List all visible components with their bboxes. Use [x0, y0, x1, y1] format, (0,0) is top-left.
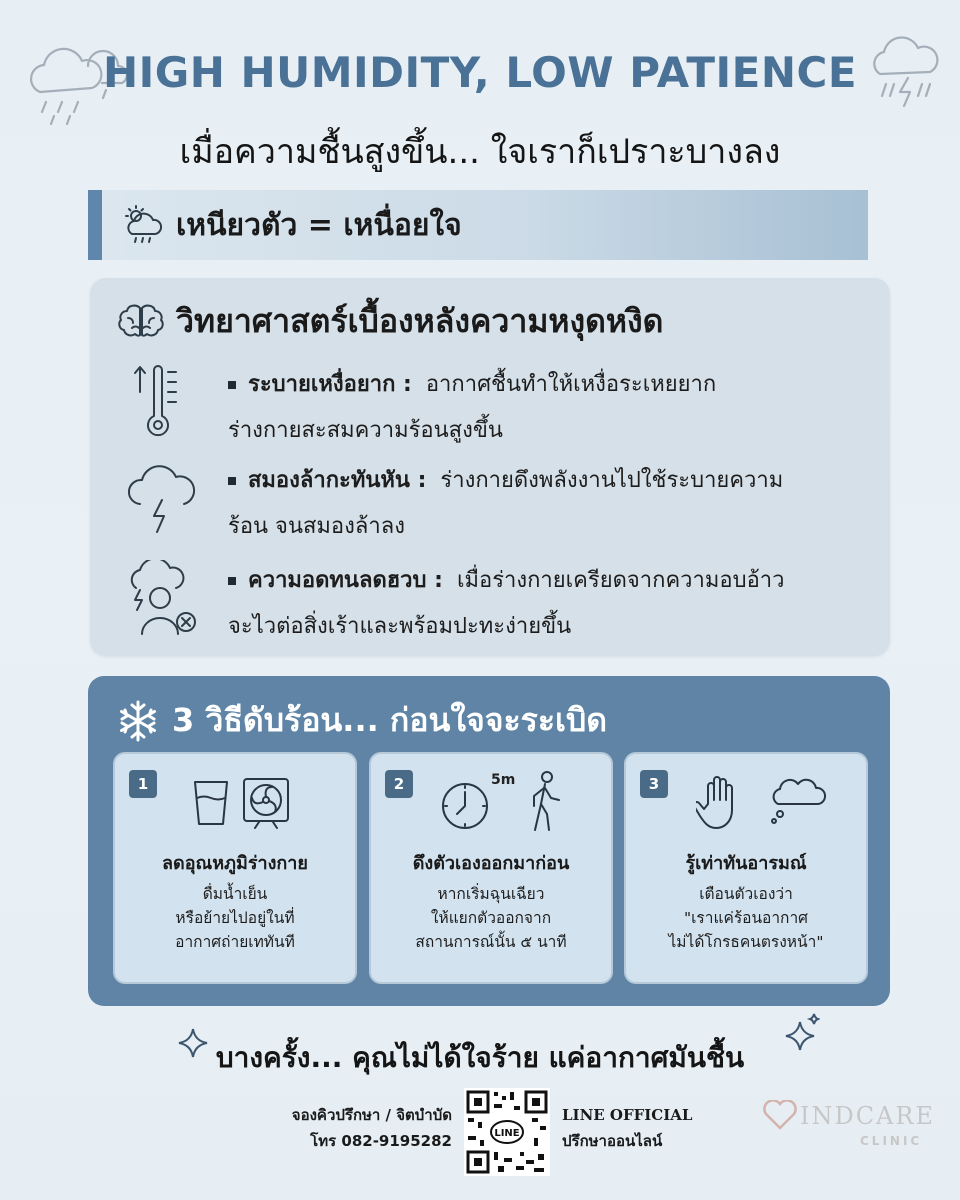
thermometer-icon [130, 362, 194, 442]
water-glass-icon [191, 776, 231, 828]
step-number: 3 [640, 770, 668, 798]
step-card-3 [624, 752, 868, 984]
step-card-1 [113, 752, 357, 984]
step-body [626, 882, 866, 954]
line-official-label[interactable]: LINE OFFICIAL [562, 1106, 693, 1124]
step-line: ไม่ได้โกรธคนตรงหน้า" [668, 933, 824, 951]
page-subtitle: เมื่อความชื้นสูงขึ้น... ใจเราก็เปราะบางลง [179, 132, 781, 172]
item-text-line1: อากาศชื้นทำให้เหงื่อระเหยยาก [425, 372, 717, 397]
science-heading [118, 296, 663, 347]
phone-number[interactable]: โทร 082-9195282 [310, 1132, 452, 1150]
step-line: ดื่มน้ำเย็น [202, 885, 268, 903]
sparkle-icon [780, 1012, 820, 1056]
step-title: ดึงตัวเองออกมาก่อน [412, 853, 570, 874]
sun-cloud-rain-icon [122, 204, 164, 246]
step-body [371, 882, 611, 954]
item-text-line2: ร้อน จนสมองล้าลง [228, 514, 405, 539]
bullet-marker [228, 577, 236, 585]
raised-hand-icon [696, 774, 744, 832]
step-line: เตือนตัวเองว่า [699, 885, 793, 903]
step-line: สถานการณ์นั้น ๕ นาที [415, 933, 567, 951]
bullet-marker [228, 477, 236, 485]
banner-text: เหนียวตัว = เหนื่อยใจ [176, 207, 462, 243]
walking-person-icon [525, 770, 565, 832]
step-line: หากเริ่มฉุนเฉียว [437, 885, 545, 903]
item-text-line1: เมื่อร่างกายเครียดจากความอบอ้าว [456, 568, 785, 593]
clock-icon [437, 774, 497, 834]
banner [88, 190, 868, 260]
bullet-marker [228, 381, 236, 389]
stressed-person-icon [122, 560, 204, 640]
item-text-line2: ร่างกายสะสมความร้อนสูงขึ้น [228, 418, 503, 443]
qr-label: LINE [494, 1128, 520, 1139]
cooling-heading-text: 3 วิธีดับร้อน... ก่อนใจจะระเบิด [172, 701, 608, 739]
step-line: อากาศถ่ายเททันที [175, 933, 295, 951]
booking-contact [256, 1102, 452, 1154]
step-number: 2 [385, 770, 413, 798]
step-line: "เราแค่ร้อนอากาศ [684, 909, 808, 927]
item-label: สมองล้ากะทันหัน : [248, 468, 427, 493]
step-line: ให้แยกตัวออกจาก [430, 909, 552, 927]
clinic-logo [760, 1100, 940, 1148]
item-label: ระบายเหงื่อยาก : [248, 372, 412, 397]
cooling-heading [116, 695, 607, 746]
line-official-sub: ปรึกษาออนไลน์ [562, 1132, 663, 1150]
item-text-line2: จะไวต่อสิ่งเร้าและพร้อมปะทะง่ายขึ้น [228, 614, 572, 639]
line-official-info [562, 1102, 692, 1154]
booking-text: จองคิวปรึกษา / จิตบำบัด [291, 1106, 452, 1124]
science-item-patience [228, 558, 878, 650]
storm-cloud-icon [124, 460, 200, 536]
science-heading-text: วิทยาศาสตร์เบื้องหลังความหงุดหงิด [176, 302, 664, 340]
brain-icon [118, 302, 164, 342]
step-card-2 [369, 752, 613, 984]
step-line: หรือย้ายไปอยู่ในที่ [175, 909, 295, 927]
brand-name: INDCARE [800, 1102, 936, 1130]
step-title: ลดอุณหภูมิร่างกาย [162, 853, 308, 874]
line-qr-code[interactable] [464, 1088, 550, 1176]
timer-label: 5m [491, 772, 516, 788]
brand-sub: CLINIC [860, 1134, 923, 1148]
snowflake-icon [116, 699, 160, 743]
closing-message: บางครั้ง... คุณไม่ได้ใจร้าย แค่อากาศมันชื้น [215, 1041, 745, 1074]
thought-bubble-icon [766, 774, 830, 826]
science-item-brain [228, 458, 878, 550]
step-body [115, 882, 355, 954]
fan-icon [241, 776, 291, 830]
step-title: รู้เท่าทันอารมณ์ [685, 853, 807, 874]
science-item-sweat [228, 362, 878, 454]
page-title: HIGH HUMIDITY, LOW PATIENCE [102, 48, 858, 97]
banner-accent-bar [88, 190, 102, 260]
heart-m-icon [760, 1100, 800, 1132]
item-text-line1: ร่างกายดึงพลังงานไปใช้ระบายความ [440, 468, 784, 493]
step-number: 1 [129, 770, 157, 798]
item-label: ความอดทนลดฮวบ : [248, 568, 443, 593]
